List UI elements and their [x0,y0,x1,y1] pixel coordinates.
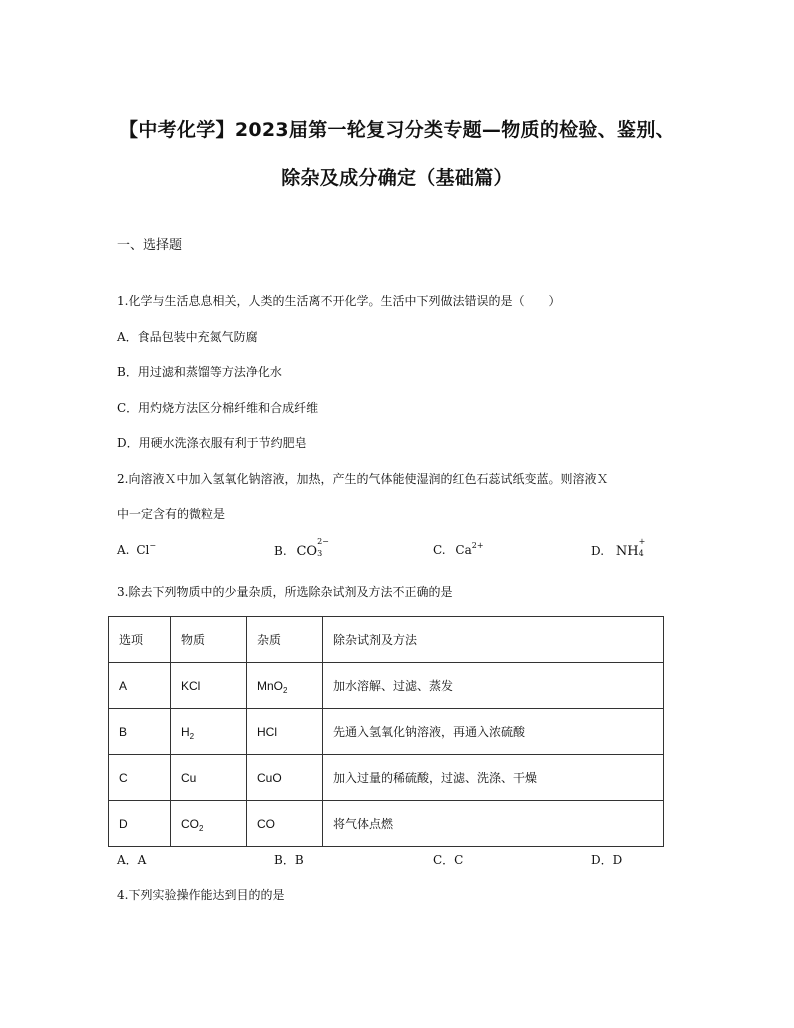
table-header-cell: 除杂试剂及方法 [323,617,664,663]
q2-stem-line1: 2.向溶液Ｘ中加入氢氧化钠溶液，加热，产生的气体能使湿润的红色石蕊试纸变蓝。则溶液Ｘ [117,472,609,486]
substance-formula: CO [181,816,199,831]
substance-subscript: 2 [199,823,204,833]
section-heading: 一、选择题 [117,238,183,253]
q2-option-c-charge: 2+ [471,541,484,550]
table-cell-impurity: HCl [247,709,323,755]
impurity-subscript: 2 [283,685,288,695]
q2-option-b-subscript: 3 [317,549,323,558]
table-cell-method: 先通入氢氧化钠溶液，再通入浓硫酸 [323,709,664,755]
table-row [109,663,664,709]
q1-option-b: B．用过滤和蒸馏等方法净化水 [117,365,282,379]
table-cell-method: 加水溶解、过滤、蒸发 [323,663,664,709]
q2-option-d [591,537,647,559]
q2-option-b [274,537,329,559]
q1-option-c: C．用灼烧方法区分棉纤维和合成纤维 [117,401,319,415]
document-title-line1: 【中考化学】2023届第一轮复习分类专题—物质的检验、鉴别、 [119,119,675,141]
q3-answer-b: B．B [274,853,304,867]
table-cell-method: 加入过量的稀硫酸，过滤、洗涤、干燥 [323,755,664,801]
q3-stem: 3.除去下列物质中的少量杂质，所选除杂试剂及方法不正确的是 [117,585,453,599]
table-cell-option: C [109,755,171,801]
table-header-cell: 杂质 [247,617,323,663]
q3-answer-c: C．C [433,853,464,867]
table-cell-substance: Cu [171,755,247,801]
q2-option-d-letter: D. [591,544,605,558]
q3-answer-d: D．D [591,853,623,867]
q1-option-d: D．用硬水洗涤衣服有利于节约肥皂 [117,436,307,450]
table-cell-impurity: CuO [247,755,323,801]
table-cell-option: A [109,663,171,709]
q3-table [108,616,664,847]
q2-option-c-formula: Ca [455,543,472,557]
substance-subscript: 2 [189,731,195,741]
q2-option-d-subscript: 4 [638,549,644,558]
q2-option-c-letter: C. [433,543,446,557]
table-header-row [109,617,664,663]
table-cell-option: B [109,709,171,755]
table-row [109,709,664,755]
table-cell-substance [171,801,247,847]
substance-formula: H [181,724,190,739]
table-cell-substance [171,709,247,755]
document-title-line2: 除杂及成分确定（基础篇） [281,167,513,189]
table-cell-impurity: CO [247,801,323,847]
table-cell-impurity [247,663,323,709]
table-cell-option: D [109,801,171,847]
q3-answer-a: A．A [117,853,147,867]
table-header-cell: 选项 [109,617,171,663]
impurity-formula: MnO [257,678,284,693]
table-cell-substance: KCl [171,663,247,709]
q2-option-d-charge: + [638,537,646,546]
q2-option-a-letter: A. [117,543,130,557]
table-cell-method: 将气体点燃 [323,801,664,847]
q2-option-b-charge: 2− [317,537,329,546]
q2-stem-line2: 中一定含有的微粒是 [117,507,226,521]
q1-option-a: A．食品包装中充氮气防腐 [117,330,258,344]
q2-option-b-formula: CO [296,544,318,559]
q2-option-b-letter: B. [274,544,287,558]
q2-option-a-formula: Cl [136,543,150,557]
q2-option-d-formula: NH [615,544,639,559]
table-header-cell: 物质 [171,617,247,663]
q2-option-a-charge: − [149,541,157,550]
table-row [109,755,664,801]
q4-stem: 4.下列实验操作能达到目的的是 [117,888,285,902]
q2-option-c [433,543,484,557]
table-row [109,801,664,847]
q2-option-a [117,543,156,557]
q1-stem: 1.化学与生活息息相关，人类的生活离不开化学。生活中下列做法错误的是（ ） [117,294,561,308]
